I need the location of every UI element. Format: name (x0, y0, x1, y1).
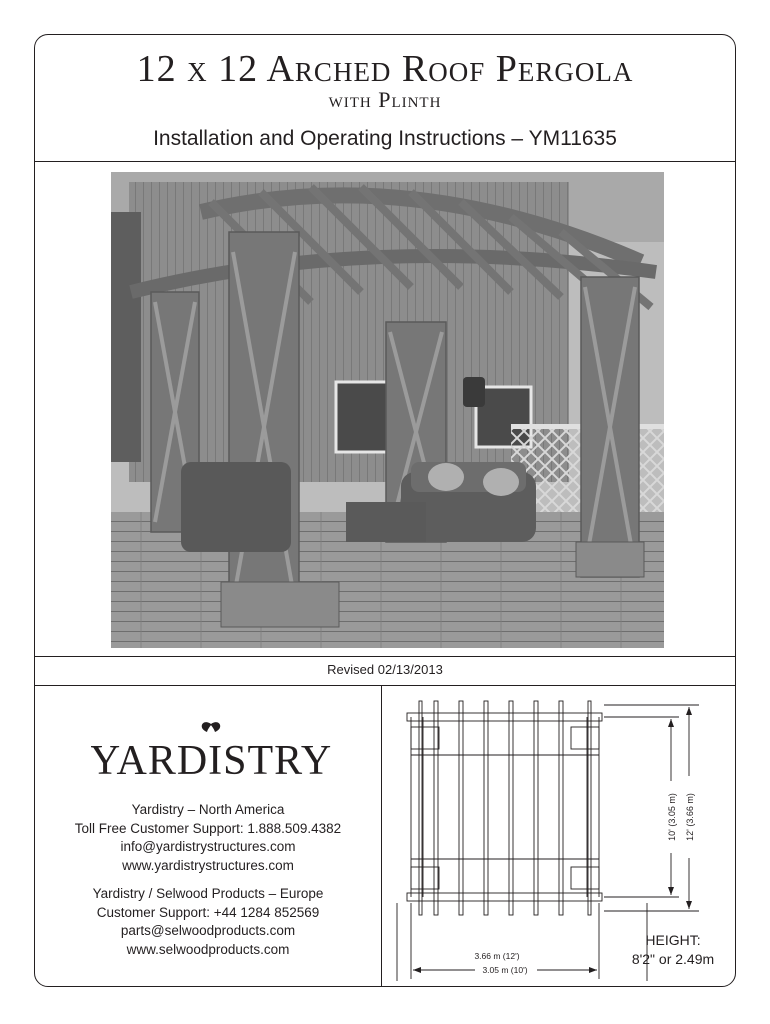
page-subtitle: with Plinth (328, 87, 442, 112)
contact-na-website[interactable]: www.yardistrystructures.com (122, 857, 294, 873)
contact-eu-email[interactable]: parts@selwoodproducts.com (120, 923, 296, 938)
product-photo (111, 172, 664, 648)
height-callout (623, 931, 723, 969)
contact-eu-phone: Customer Support: +44 1284 852569 (96, 904, 320, 920)
contact-na-company: Yardistry – North America (131, 802, 285, 817)
revision-date: Revised 02/13/2013 (327, 662, 443, 677)
contact-europe (35, 885, 381, 959)
dim-inner-vertical: 10' (3.05 m) (667, 793, 677, 841)
yardistry-logo (91, 718, 331, 782)
document-line: Installation and Operating Instructions – YM11635 (153, 127, 617, 150)
svg-text:YARDISTRY: YARDISTRY (91, 738, 331, 782)
page-frame (34, 34, 736, 987)
contact-na-phone: Toll Free Customer Support: 1.888.509.4382 (74, 820, 342, 836)
dim-outer-vertical: 12' (3.66 m) (685, 793, 695, 841)
header (35, 35, 735, 162)
contact-na-email[interactable]: info@yardistrystructures.com (120, 839, 296, 854)
contact-north-america (35, 801, 381, 875)
height-value: 8'2" or 2.49m (631, 951, 715, 967)
dim-inner-horizontal: 3.05 m (10') (482, 965, 528, 975)
contact-eu-website[interactable]: www.selwoodproducts.com (126, 941, 290, 957)
dim-outer-horizontal: 3.66 m (12') (452, 951, 542, 961)
revision-band (35, 656, 735, 686)
height-label: HEIGHT: (645, 932, 701, 948)
page-title: 12 x 12 Arched Roof Pergola (136, 48, 634, 90)
contact-eu-company: Yardistry / Selwood Products – Europe (92, 886, 324, 901)
bottom-divider (381, 686, 382, 987)
